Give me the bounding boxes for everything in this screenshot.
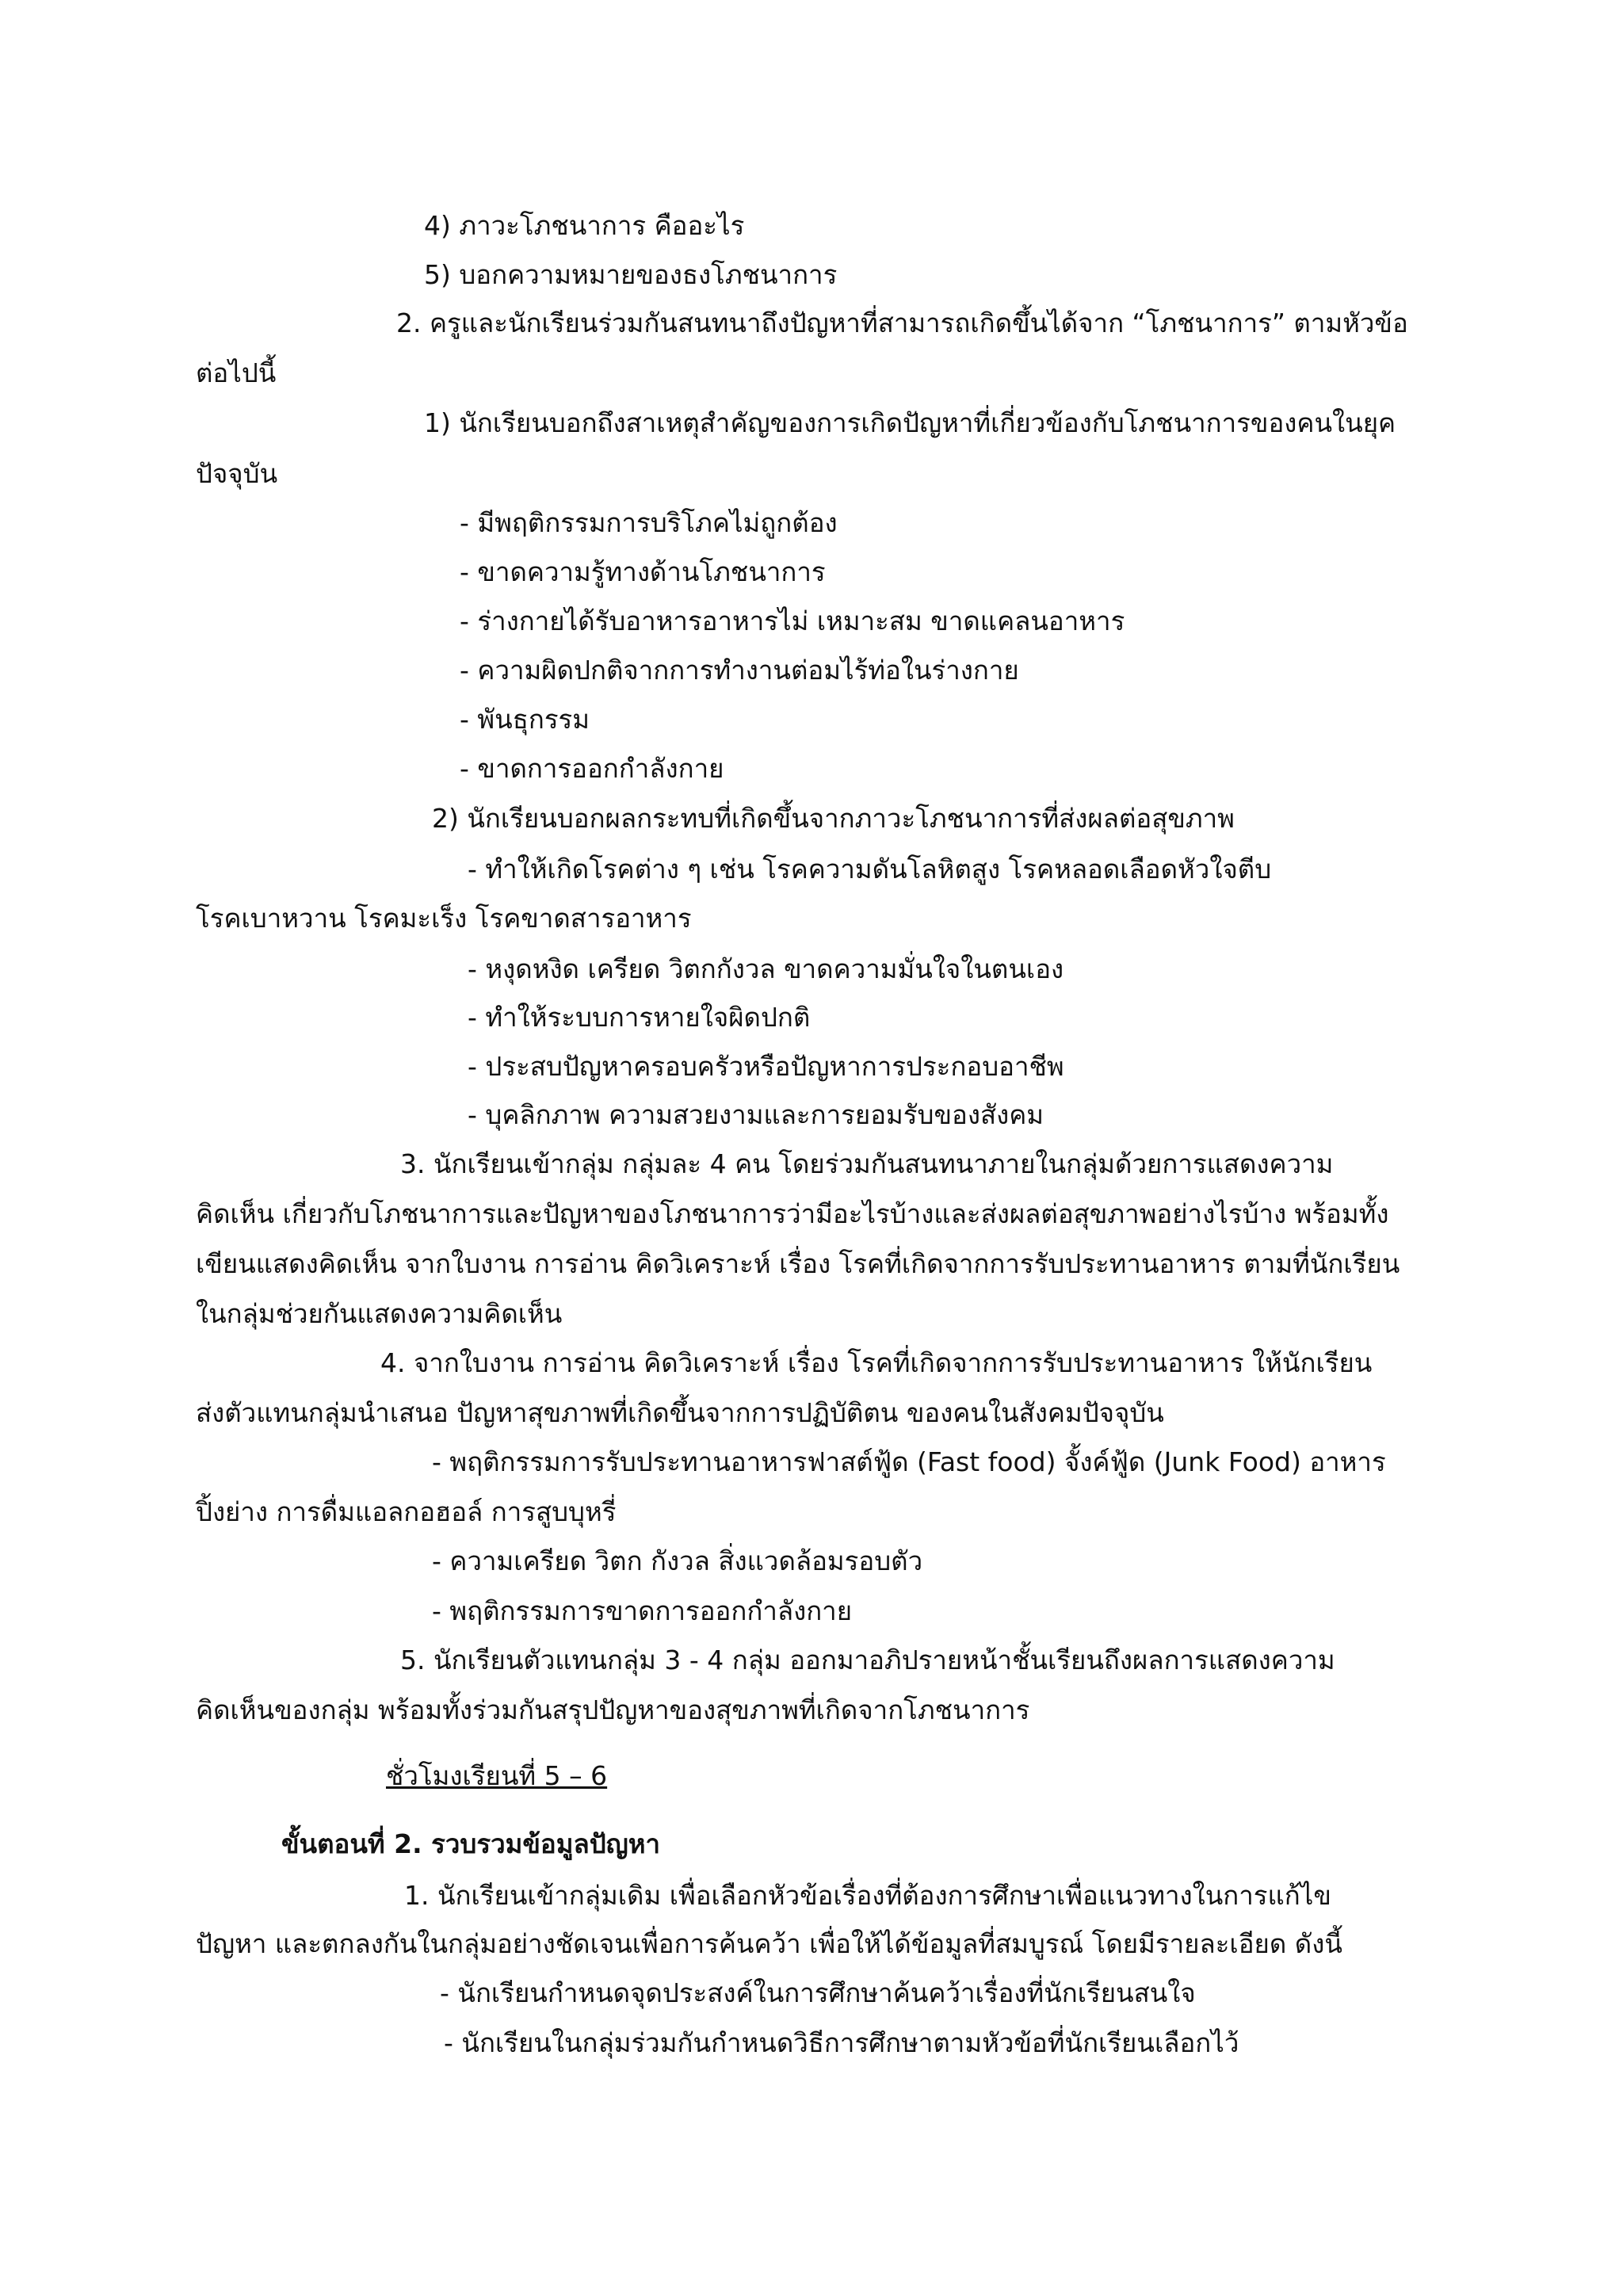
list-item: - ขาดการออกกำลังกาย xyxy=(460,753,724,784)
list-item: - พฤติกรรมการขาดการออกกำลังกาย xyxy=(432,1595,853,1626)
step-heading: ขั้นตอนที่ 2. รวบรวมข้อมูลปัญหา xyxy=(281,1828,661,1859)
text-line: ปิ้งย่าง การดื่มแอลกอฮอล์ การสูบบุหรี่ xyxy=(196,1496,617,1527)
list-item: - ประสบปัญหาครอบครัวหรือปัญหาการประกอบอาชีพ xyxy=(468,1051,1064,1082)
text-line: โรคเบาหวาน โรคมะเร็ง โรคขาดสารอาหาร xyxy=(196,903,692,934)
list-item: - พฤติกรรมการรับประทานอาหารฟาสต์ฟู้ด (Fast food) จั้งค์ฟู้ด (Junk Food) อาหาร xyxy=(432,1446,1386,1477)
list-item: - หงุดหงิด เครียด วิตกกังวล ขาดความมั่นใจในตนเอง xyxy=(468,953,1064,984)
list-item: - มีพฤติกรรมการบริโภคไม่ถูกต้อง xyxy=(460,507,838,538)
text-line: คิดเห็น เกี่ยวกับโภชนาการและปัญหาของโภชนาการว่ามีอะไรบ้างและส่งผลต่อสุขภาพอย่างไรบ้าง พร้อมทั้ง xyxy=(196,1198,1389,1229)
text-line: คิดเห็นของกลุ่ม พร้อมทั้งร่วมกันสรุปปัญหาของสุขภาพที่เกิดจากโภชนาการ xyxy=(196,1694,1030,1725)
section-heading: ชั่วโมงเรียนที่ 5 – 6 xyxy=(386,1760,608,1791)
text-line: 1) นักเรียนบอกถึงสาเหตุสำคัญของการเกิดปัญหาที่เกี่ยวข้องกับโภชนาการของคนในยุค xyxy=(424,407,1396,438)
list-item: - พันธุกรรม xyxy=(460,704,590,735)
text-line: ส่งตัวแทนกลุ่มนำเสนอ ปัญหาสุขภาพที่เกิดขึ้นจากการปฏิบัติตน ของคนในสังคมปัจจุบัน xyxy=(196,1397,1164,1428)
text-line: 1. นักเรียนเข้ากลุ่มเดิม เพื่อเลือกหัวข้อเรื่องที่ต้องการศึกษาเพื่อแนวทางในการแก้ไข xyxy=(404,1880,1331,1911)
list-item: - นักเรียนกำหนดจุดประสงค์ในการศึกษาค้นคว้าเรื่องที่นักเรียนสนใจ xyxy=(440,1977,1196,2008)
text-line: 4. จากใบงาน การอ่าน คิดวิเคราะห์ เรื่อง โรคที่เกิดจากการรับประทานอาหาร ให้นักเรียน xyxy=(380,1347,1373,1378)
list-item: - ร่างกายได้รับอาหารอาหารไม่ เหมาะสม ขาดแคลนอาหาร xyxy=(460,606,1125,636)
text-line: 5. นักเรียนตัวแทนกลุ่ม 3 - 4 กลุ่ม ออกมาอภิปรายหน้าชั้นเรียนถึงผลการแสดงความ xyxy=(400,1645,1335,1675)
list-item: - ทำให้เกิดโรคต่าง ๆ เช่น โรคความดันโลหิตสูง โรคหลอดเลือดหัวใจตีบ xyxy=(468,854,1272,884)
text-line: 2. ครูและนักเรียนร่วมกันสนทนาถึงปัญหาที่สามารถเกิดขึ้นได้จาก “โภชนาการ” ตามหัวข้อ xyxy=(396,308,1408,338)
text-line: เขียนแสดงคิดเห็น จากใบงาน การอ่าน คิดวิเคราะห์ เรื่อง โรคที่เกิดจากการรับประทานอาหาร ตามที่นักเรียน xyxy=(196,1248,1400,1279)
list-item: - ขาดความรู้ทางด้านโภชนาการ xyxy=(460,556,826,587)
list-item: - ความเครียด วิตก กังวล สิ่งแวดล้อมรอบตัว xyxy=(432,1545,923,1576)
list-item: - ทำให้ระบบการหายใจผิดปกติ xyxy=(468,1002,811,1033)
text-line: ในกลุ่มช่วยกันแสดงความคิดเห็น xyxy=(196,1298,563,1329)
list-item: - นักเรียนในกลุ่มร่วมกันกำหนดวิธีการศึกษาตามหัวข้อที่นักเรียนเลือกไว้ xyxy=(444,2027,1239,2058)
text-line: 4) ภาวะโภชนาการ คืออะไร xyxy=(424,210,745,241)
text-line: ปัญหา และตกลงกันในกลุ่มอย่างชัดเจนเพื่อการค้นคว้า เพื่อให้ได้ข้อมูลที่สมบูรณ์ โดยมีรายละเอียด ดังนี้ xyxy=(196,1928,1342,1959)
text-line: 2) นักเรียนบอกผลกระทบที่เกิดขึ้นจากภาวะโภชนาการที่ส่งผลต่อสุขภาพ xyxy=(432,803,1235,834)
text-line: 5) บอกความหมายของธงโภชนาการ xyxy=(424,259,838,290)
text-line: ต่อไปนี้ xyxy=(196,357,277,388)
text-line: 3. นักเรียนเข้ากลุ่ม กลุ่มละ 4 คน โดยร่วมกันสนทนาภายในกลุ่มด้วยการแสดงความ xyxy=(400,1148,1334,1179)
text-line: ปัจจุบัน xyxy=(196,458,278,489)
list-item: - ความผิดปกติจากการทำงานต่อมไร้ท่อในร่างกาย xyxy=(460,655,1019,686)
list-item: - บุคลิกภาพ ความสวยงามและการยอมรับของสังคม xyxy=(468,1099,1044,1130)
